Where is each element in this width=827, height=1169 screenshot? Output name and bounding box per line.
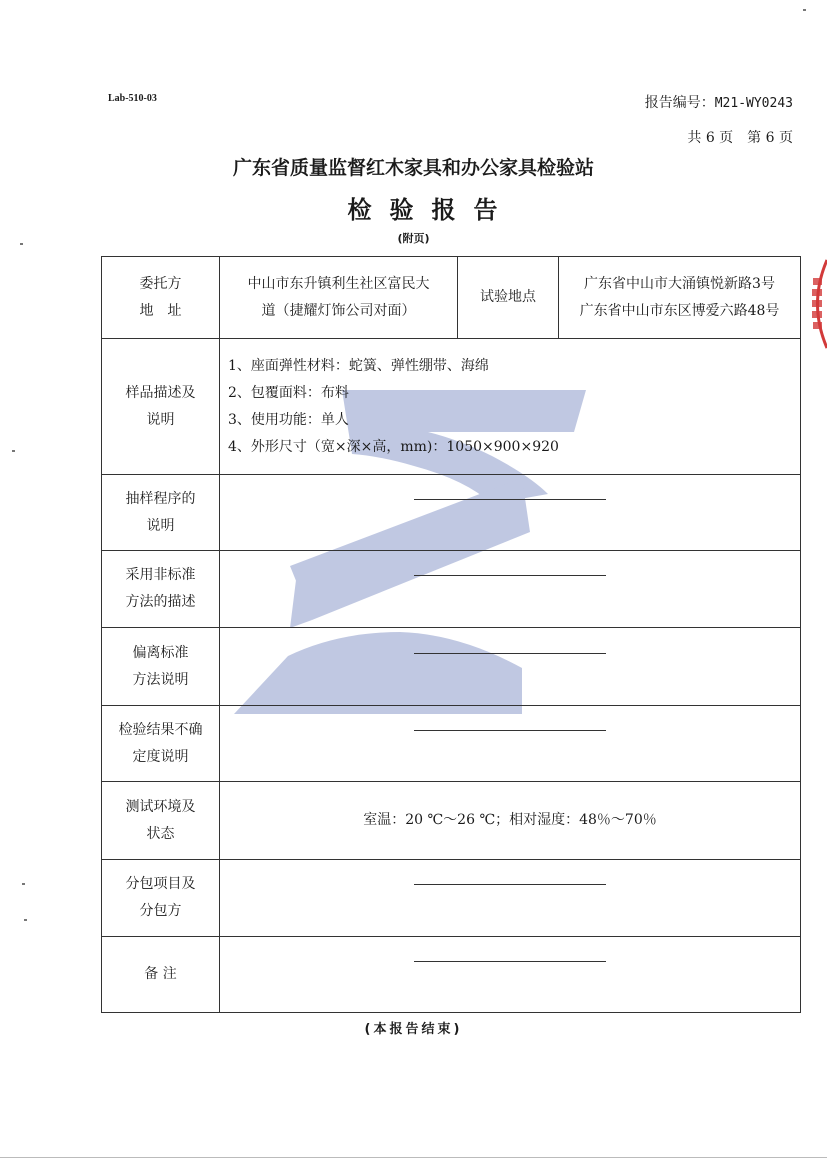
scan-speck [22,883,25,885]
subcontract-label: 分包项目及 分包方 [102,860,220,937]
row-nonstandard [102,551,801,628]
row-deviation [102,628,801,706]
subcontract-value [220,860,801,937]
client-label: 委托方 地 址 [102,257,220,339]
row-sample [102,339,801,475]
sample-label: 样品描述及 说明 [102,339,220,475]
environment-label: 测试环境及 状态 [102,782,220,860]
scan-speck [803,9,806,11]
sampling-label: 抽样程序的 说明 [102,475,220,551]
scan-speck [24,919,27,921]
test-site-value: 广东省中山市大涌镇悦新路3号 广东省中山市东区博爱六路48号 [559,257,801,339]
sampling-dash [414,499,606,527]
scan-edge-line [0,1157,827,1158]
report-number-label: 报告编号： [644,95,715,111]
sample-item: 3、使用功能：单人 [228,411,349,428]
lab-code: Lab-510-03 [108,93,157,104]
seal-stamp-icon [802,258,827,350]
row-environment [102,782,801,860]
uncertainty-value [220,706,801,782]
remarks-value [220,937,801,1013]
remarks-label: 备 注 [102,937,220,1013]
uncertainty-dash [414,730,606,758]
deviation-dash [414,653,606,681]
deviation-label: 偏离标准 方法说明 [102,628,220,706]
sample-item: 1、座面弹性材料：蛇簧、弹性绷带、海绵 [228,357,489,374]
row-client [102,257,801,339]
scan-speck [20,243,23,245]
sample-item: 4、外形尺寸（宽×深×高，mm)：1050×900×920 [228,438,559,455]
environment-value: 室温：20 ℃～26 ℃；相对湿度：48％～70％ [220,782,801,860]
row-remarks [102,937,801,1013]
scan-speck [12,450,15,452]
row-uncertainty [102,706,801,782]
nonstandard-label: 采用非标准 方法的描述 [102,551,220,628]
end-of-report-note: (本报告结束) [364,1022,463,1037]
row-subcontract [102,860,801,937]
row-sampling [102,475,801,551]
nonstandard-value [220,551,801,628]
sample-item: 2、包覆面料：布料 [228,384,349,401]
report-number [645,92,793,112]
sampling-value [220,475,801,551]
report-subtitle: (附页) [397,232,430,245]
sample-description [220,339,801,475]
uncertainty-label: 检验结果不确 定度说明 [102,706,220,782]
page-count: 共 6 页 第 6 页 [687,130,793,146]
test-site-label: 试验地点 [458,257,559,339]
organization-title: 广东省质量监督红木家具和办公家具检验站 [232,157,594,179]
remarks-dash [414,961,606,989]
subcontract-dash [414,884,606,912]
report-table [101,256,801,1013]
client-address: 中山市东升镇利生社区富民大 道（捷耀灯饰公司对面） [220,257,458,339]
deviation-value [220,628,801,706]
report-number-value: M21-WY0243 [714,96,793,111]
nonstandard-dash [414,575,606,603]
report-title: 检验报告 [347,196,516,224]
